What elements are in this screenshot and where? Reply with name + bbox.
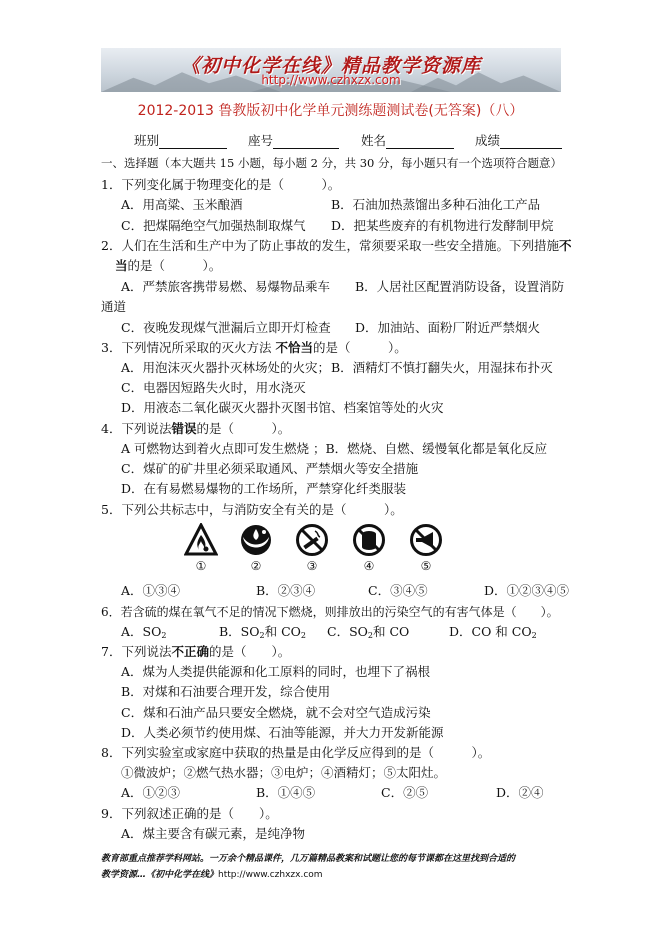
document-title: 2012-2013 鲁教版初中化学单元测练题测试卷(无答案)（八） (137, 103, 524, 119)
question-8-option-c[interactable]: C．②⑤ (381, 785, 429, 800)
question-1-option-b[interactable]: B．石油加热蒸馏出多种石油化工产品 (331, 197, 541, 212)
question-2-option-b-cont: 通道 (101, 299, 127, 314)
score-field (475, 131, 562, 149)
question-8-option-d[interactable]: D．②④ (496, 785, 544, 800)
no-drum-icon (352, 523, 386, 557)
option-text: B．SO (219, 624, 260, 639)
no-smoking-icon (295, 523, 329, 557)
question-9-stem: 9．下列叙述正确的是（ ）。 (101, 806, 278, 821)
subscript: 2 (161, 631, 167, 640)
footer-line-2 (101, 867, 561, 883)
sign-label: ⑤ (420, 559, 432, 573)
question-4-option-d[interactable]: D．在有易燃易爆物的工作场所，严禁穿化纤类服装 (121, 481, 407, 496)
question-7-emphasis: 不正确 (171, 644, 209, 659)
question-3-stem (101, 340, 407, 356)
question-7-stem-text: 的是（ ）。 (208, 644, 291, 659)
safety-signs-row (184, 523, 454, 573)
question-5-option-d[interactable]: D．①②③④⑤ (484, 583, 570, 598)
question-8-stem: 8．下列实验室或家庭中获取的热量是由化学反应得到的是（ ）。 (101, 745, 491, 760)
question-2-option-a[interactable]: A．严禁旅客携带易燃、易爆物品乘车 (121, 279, 331, 294)
question-4-option-c[interactable]: C．煤矿的矿井里必须采取通风、严禁烟火等安全措施 (121, 461, 419, 476)
question-3-option-d[interactable]: D．用液态二氧化碳灭火器扑灭图书馆、档案馆等处的火灾 (121, 400, 444, 415)
class-blank[interactable] (159, 136, 227, 149)
question-7-option-b[interactable]: B．对煤和石油要合理开发，综合使用 (121, 684, 331, 699)
question-6-option-b[interactable] (219, 624, 306, 644)
question-3-option-b[interactable]: B．酒精灯不慎打翻失火，用湿抹布扑灭 (331, 360, 553, 375)
question-2-option-d[interactable]: D．加油站、面粉厂附近严禁烟火 (355, 320, 541, 335)
question-5-option-a[interactable]: A．①③④ (121, 583, 181, 598)
question-2-stem (101, 238, 571, 254)
banner-url[interactable]: http://www.czhxzx.com (261, 73, 401, 87)
question-3-emphasis: 不恰当 (275, 340, 313, 355)
seat-field (248, 131, 339, 149)
question-1-option-a[interactable]: A．用高粱、玉米酿酒 (121, 197, 243, 212)
option-text: 和 CO (264, 624, 301, 639)
question-6-option-a[interactable] (121, 624, 166, 644)
section-heading: 一、选择题（本大题共 15 小题，每小题 2 分，共 30 分，每小题只有一个选项符合题意） (101, 156, 563, 170)
class-field (134, 131, 227, 149)
question-5-option-c[interactable]: C．③④⑤ (368, 583, 428, 598)
no-horn-icon (409, 523, 443, 557)
seat-blank[interactable] (273, 136, 339, 149)
header-banner (101, 48, 561, 92)
question-9-option-a[interactable]: A．煤主要含有碳元素，是纯净物 (121, 826, 306, 841)
option-text: D．CO 和 CO (449, 624, 532, 639)
question-2-option-b[interactable]: B．人居社区配置消防设备，设置消防 (355, 279, 565, 294)
question-3-option-c[interactable]: C．电器因短路失火时，用水浇灭 (121, 380, 306, 395)
question-5-stem: 5．下列公共标志中，与消防安全有关的是（ ）。 (101, 502, 403, 517)
question-2-option-c[interactable]: C．夜晚发现煤气泄漏后立即开灯检查 (121, 320, 331, 335)
footer-text: 教学资源…《初中化学在线》 (101, 870, 219, 880)
question-3-stem-text: 的是（ ）。 (312, 340, 407, 355)
question-4-stem (101, 421, 290, 437)
subscript: 2 (531, 631, 537, 640)
subscript: 2 (367, 631, 373, 640)
question-7-stem-text: 7．下列说法 (101, 644, 172, 659)
question-8-item-list: ①微波炉；②燃气热水器；③电炉；④酒精灯；⑤太阳灶。 (121, 765, 447, 780)
question-3-stem-text: 3．下列情况所采取的灭火方法 (101, 340, 276, 355)
question-4-emphasis: 错误 (171, 421, 197, 436)
question-7-option-c[interactable]: C．煤和石油产品只要安全燃烧，就不会对空气造成污染 (121, 705, 431, 720)
subscript: 2 (300, 631, 306, 640)
banner-title: 《初中化学在线》精品教学资源库 (180, 55, 481, 77)
footer-url-link[interactable]: http://www.czhxzx.com (218, 870, 323, 880)
question-1-stem: 1．下列变化属于物理变化的是（ ）。 (101, 177, 341, 192)
name-field (361, 131, 454, 149)
question-8-option-a[interactable]: A．①②③ (121, 785, 181, 800)
question-2-stem-text: 的是（ ）。 (127, 258, 222, 273)
seat-label: 座号 (248, 133, 274, 148)
page-footer (101, 851, 561, 883)
footer-line-1: 教育部重点推荐学科网站。一万余个精品课件，几万篇精品教案和试题让您的每节课都在这里找到合适的 (101, 854, 516, 864)
question-7-option-a[interactable]: A．煤为人类提供能源和化工原料的同时，也埋下了祸根 (121, 664, 431, 679)
question-1-option-c[interactable]: C．把煤隔绝空气加强热制取煤气 (121, 218, 306, 233)
sign-label: ① (195, 559, 207, 573)
option-text: A．SO (121, 624, 162, 639)
name-blank[interactable] (386, 136, 454, 149)
question-6-option-d[interactable] (449, 624, 537, 644)
name-label: 姓名 (361, 133, 387, 148)
flammable-warning-icon (184, 523, 218, 557)
question-7-stem (101, 644, 290, 660)
sign-label: ② (250, 559, 262, 573)
sign-label: ③ (306, 559, 318, 573)
question-5-option-b[interactable]: B．②③④ (256, 583, 316, 598)
question-2-emphasis: 当 (115, 258, 128, 273)
question-4-option-a-b[interactable]: A 可燃物达到着火点即可发生燃烧 ；B．燃烧、自燃、缓慢氧化都是氧化反应 (121, 441, 548, 456)
question-7-option-d[interactable]: D．人类必须节约使用煤、石油等能源，并大力开发新能源 (121, 725, 444, 740)
sign-label: ④ (363, 559, 375, 573)
subscript: 2 (259, 631, 265, 640)
score-blank[interactable] (500, 136, 562, 149)
question-6-option-c[interactable] (327, 624, 409, 644)
score-label: 成绩 (475, 133, 501, 148)
question-2-stem-text: 2．人们在生活和生产中为了防止事故的发生，常须要采取一些安全措施。下列措施 (101, 238, 559, 253)
question-6-stem: 6．若含硫的煤在氧气不足的情况下燃烧，则排放出的污染空气的有害气体是（ ）。 (101, 605, 559, 619)
question-4-stem-text: 4．下列说法 (101, 421, 172, 436)
water-hand-icon (239, 523, 273, 557)
class-label: 班别 (134, 133, 160, 148)
question-2-stem-cont (115, 258, 221, 274)
question-4-stem-text: 的是（ ）。 (196, 421, 291, 436)
question-3-option-a[interactable]: A．用泡沫灭火器扑灭林场处的火灾； (121, 360, 331, 375)
question-2-emphasis: 不 (558, 238, 572, 253)
option-text: C．SO (327, 624, 368, 639)
question-8-option-b[interactable]: B．①④⑤ (256, 785, 316, 800)
option-text: 和 CO (372, 624, 410, 639)
question-1-option-d[interactable]: D．把某些废弃的有机物进行发酵制甲烷 (331, 218, 554, 233)
